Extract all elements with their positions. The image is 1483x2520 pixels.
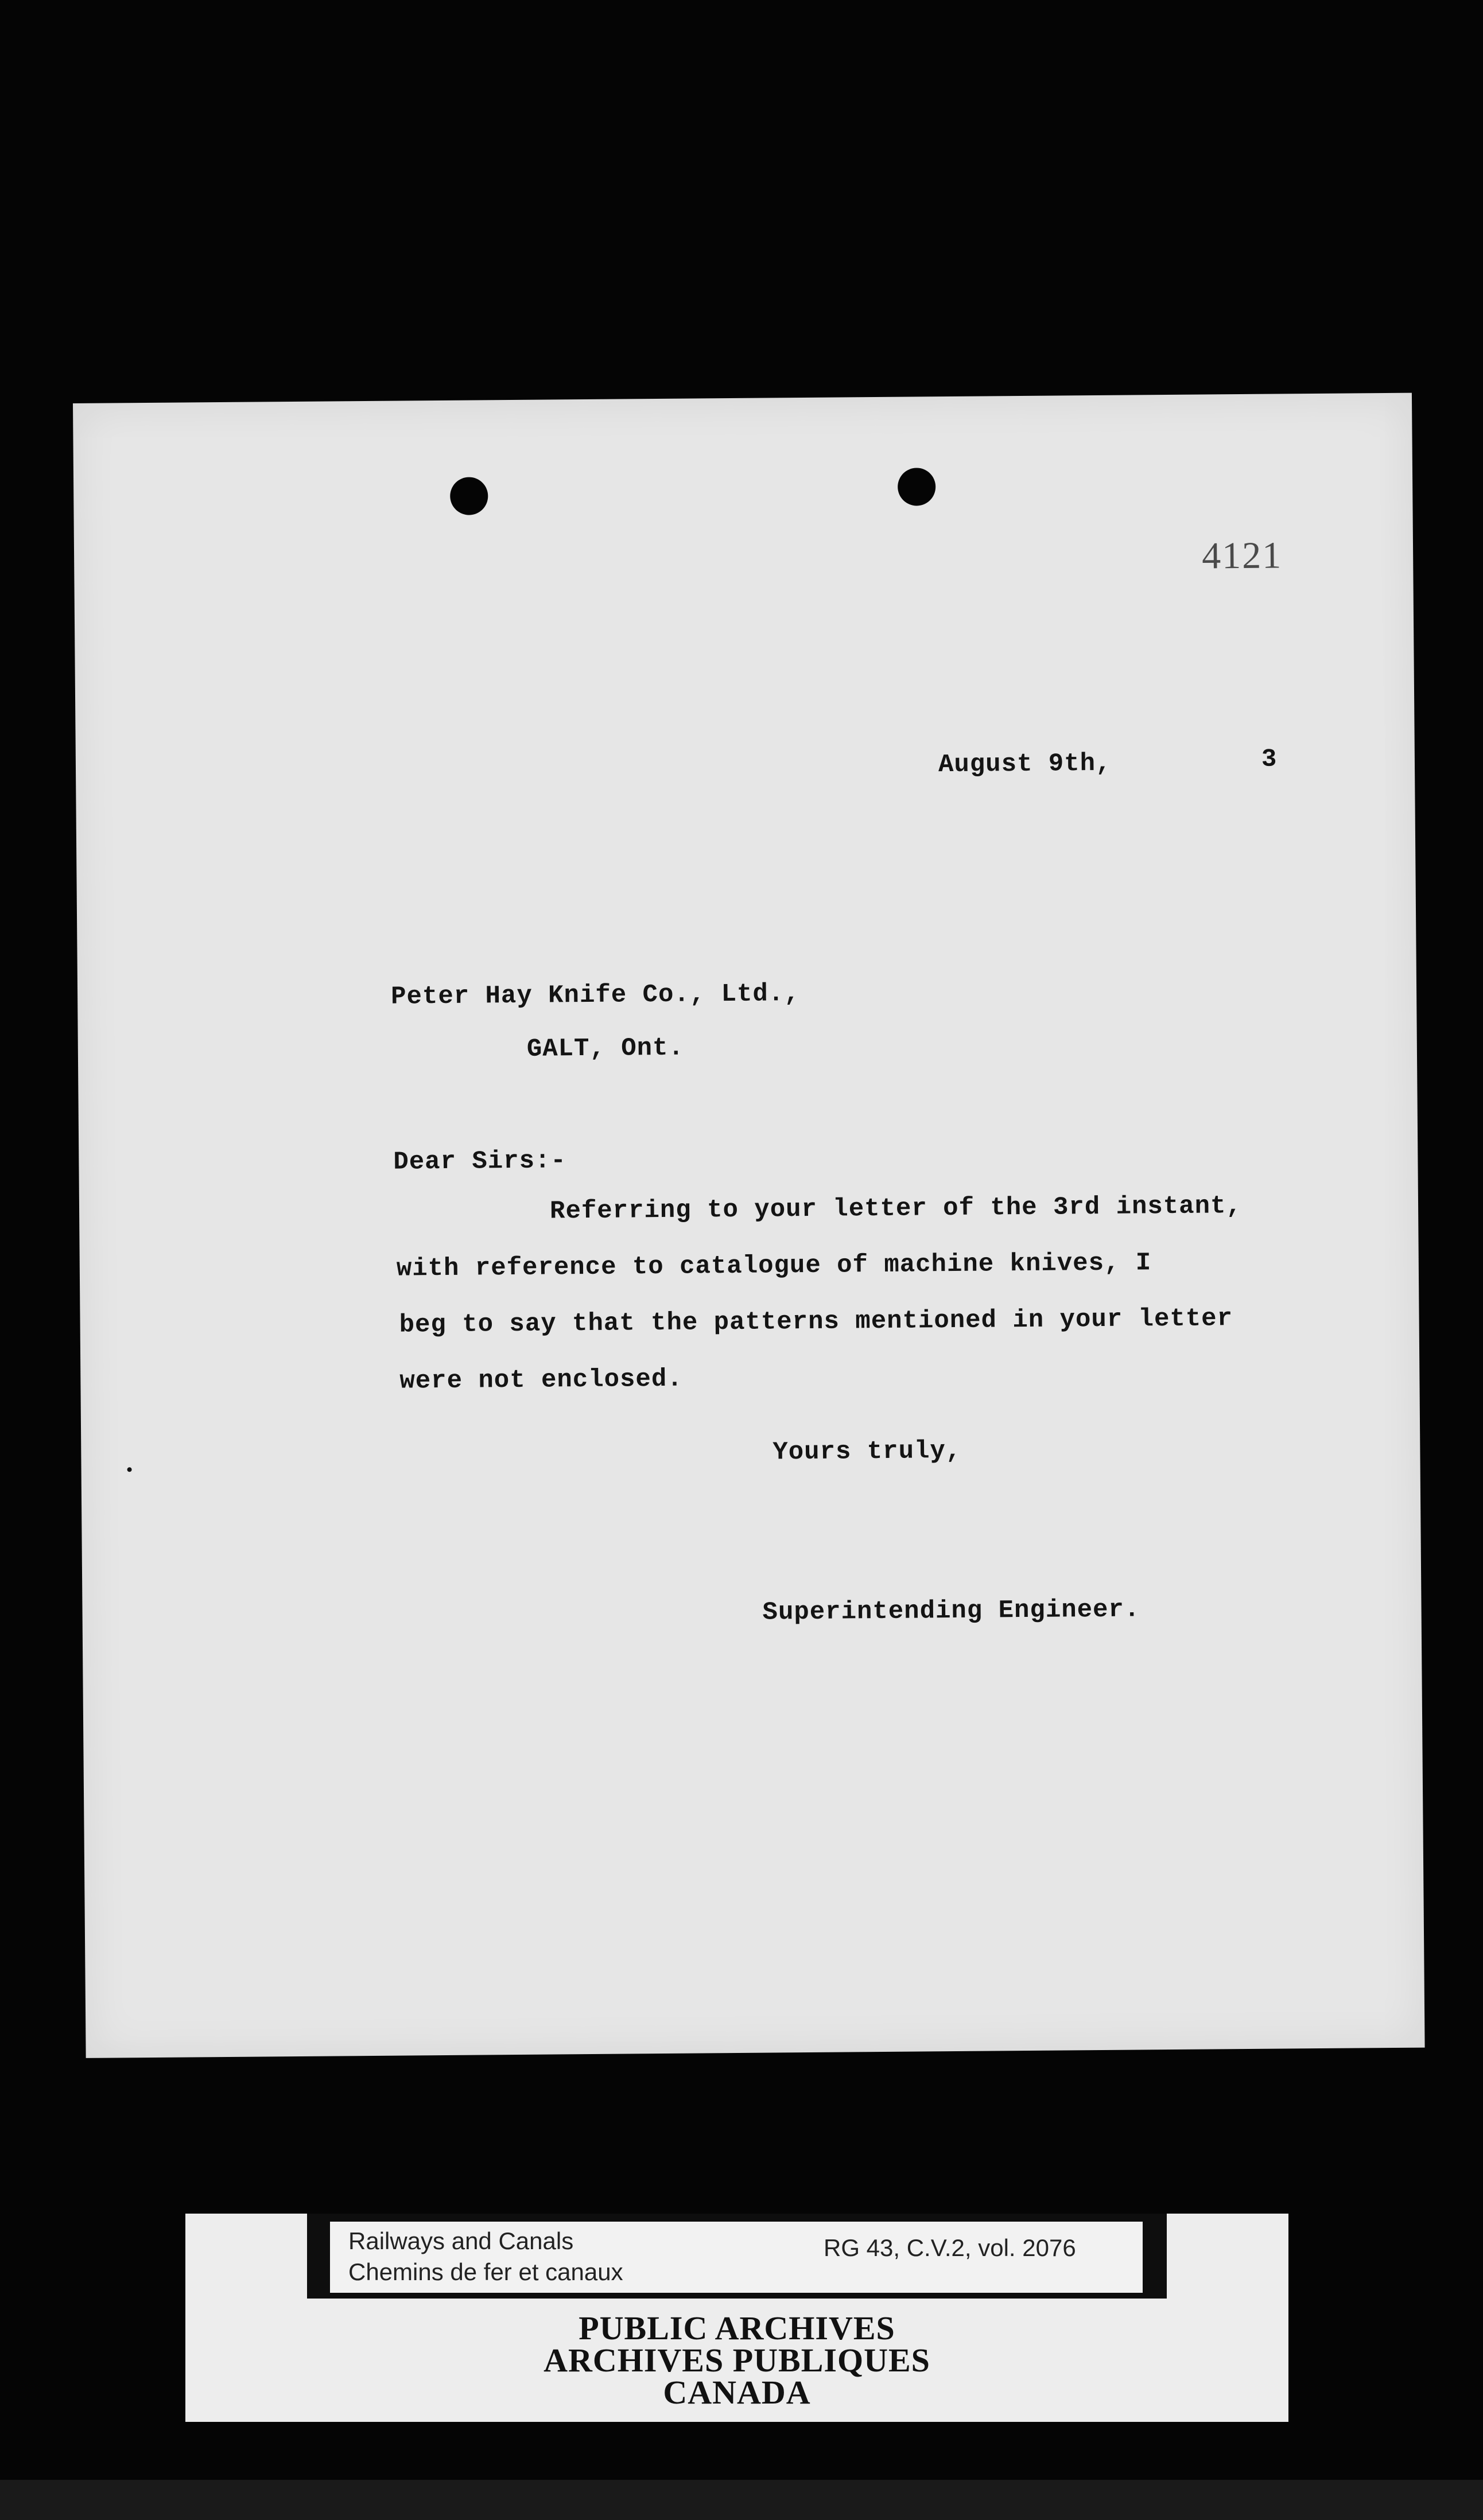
archive-label <box>185 2214 1288 2422</box>
bottom-strip <box>0 2480 1483 2520</box>
body-line: Referring to your letter of the 3rd instant, <box>549 1192 1243 1226</box>
label-reference-box <box>330 2222 1143 2293</box>
punch-hole <box>898 468 936 506</box>
closing: Yours truly, <box>772 1436 962 1467</box>
letter-page <box>73 393 1425 2058</box>
file-number: 4121 <box>1201 534 1283 577</box>
body-line: beg to say that the patterns mentioned in your letter <box>399 1304 1233 1340</box>
archive-title-line: ARCHIVES PUBLIQUES <box>543 2342 930 2379</box>
paper-speck <box>127 1467 132 1472</box>
archive-title-line: CANADA <box>663 2374 811 2411</box>
recipient-address: GALT, Ont. <box>526 1033 685 1064</box>
body-line: were not enclosed. <box>399 1364 683 1396</box>
archive-title-line: PUBLIC ARCHIVES <box>579 2309 895 2347</box>
archive-reference: RG 43, C.V.2, vol. 2076 <box>824 2234 1076 2261</box>
signature-title: Superintending Engineer. <box>762 1595 1140 1627</box>
page-number: 3 <box>1261 745 1278 774</box>
salutation: Dear Sirs:- <box>393 1146 567 1177</box>
recipient-name: Peter Hay Knife Co., Ltd., <box>390 979 800 1012</box>
body-line: with reference to catalogue of machine knives, I <box>396 1249 1152 1284</box>
department-en: Railways and Canals <box>348 2227 574 2254</box>
punch-hole <box>450 477 488 515</box>
department-fr: Chemins de fer et canaux <box>348 2258 623 2285</box>
letter-date: August 9th, <box>938 749 1112 780</box>
